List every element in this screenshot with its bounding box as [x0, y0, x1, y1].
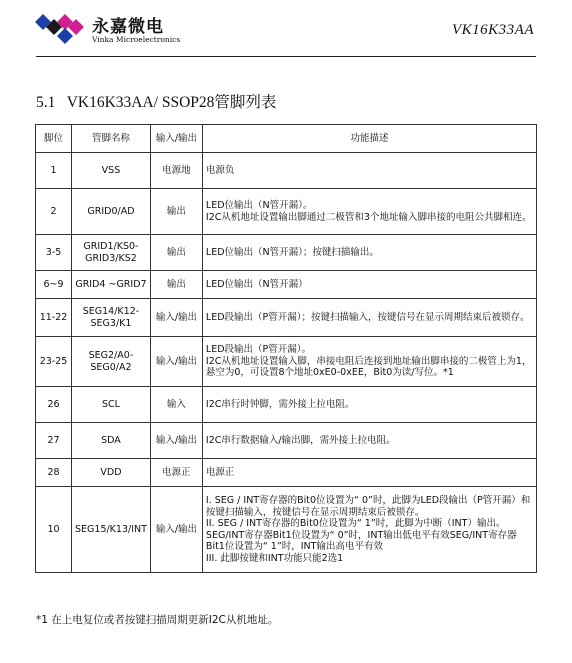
vinka-logo-icon — [35, 14, 89, 46]
io-cell: 输入/输出 — [150, 299, 202, 337]
pin-cell: 11-22 — [36, 299, 72, 337]
table-row — [36, 487, 537, 573]
table-row — [36, 387, 537, 423]
io-cell: 输出 — [150, 235, 202, 271]
footnote: *1 在上电复位或者按键扫描周期更新I2C从机地址。 — [36, 614, 279, 626]
desc-cell: LED位输出（N管开漏） — [202, 271, 536, 299]
desc-cell: LED位输出（N管开漏）。 I2C从机地址设置输出脚通过二极管和3个地址输入脚串接的电阻公共脚相连。 — [202, 189, 536, 235]
section-title: 5.1 VK16K33AA/ SSOP28管脚列表 — [36, 94, 277, 111]
table-header-row — [36, 125, 537, 153]
desc-cell: 电源正 — [202, 459, 536, 487]
io-cell: 输出 — [150, 189, 202, 235]
name-cell: VDD — [72, 459, 151, 487]
name-cell: SEG2/A0-SEG0/A2 — [72, 337, 151, 387]
pin-cell: 26 — [36, 387, 72, 423]
name-cell: GRID0/AD — [72, 189, 151, 235]
io-cell: 电源地 — [150, 153, 202, 189]
name-cell: SEG14/K12-SEG3/K1 — [72, 299, 151, 337]
table-row — [36, 423, 537, 459]
name-cell: SEG15/K13/INT — [72, 487, 151, 573]
desc-cell: LED段输出（P管开漏）。 I2C从机地址设置输入脚，串接电阻后连接到地址输出脚串接的二极管上为1，悬空为0，可设置8个地址0xE0-0xEE，Bit0为读/写位。*1 — [202, 337, 536, 387]
table-row — [36, 299, 537, 337]
name-cell: VSS — [72, 153, 151, 189]
desc-cell: LED位输出（N管开漏）；按键扫描输出。 — [202, 235, 536, 271]
model-number: VK16K33AA — [452, 22, 534, 38]
pin-cell: 2 — [36, 189, 72, 235]
desc-cell: I2C串行时钟脚，需外接上拉电阻。 — [202, 387, 536, 423]
io-cell: 输入/输出 — [150, 487, 202, 573]
pin-cell: 28 — [36, 459, 72, 487]
desc-cell: LED段输出（P管开漏）；按键扫描输入，按键信号在显示周期结束后被锁存。 — [202, 299, 536, 337]
header-io: 输入/输出 — [150, 125, 202, 153]
name-cell: SCL — [72, 387, 151, 423]
pin-cell: 10 — [36, 487, 72, 573]
table-row — [36, 271, 537, 299]
header-desc: 功能描述 — [202, 125, 536, 153]
io-cell: 输入/输出 — [150, 337, 202, 387]
table-row — [36, 235, 537, 271]
table-row — [36, 153, 537, 189]
pin-table — [35, 124, 537, 573]
header-name: 管脚名称 — [72, 125, 151, 153]
desc-cell: 电源负 — [202, 153, 536, 189]
io-cell: 输入 — [150, 387, 202, 423]
table-row — [36, 189, 537, 235]
name-cell: SDA — [72, 423, 151, 459]
io-cell: 输出 — [150, 271, 202, 299]
brand-name-cn: 永嘉微电 — [92, 17, 164, 37]
desc-cell: I. SEG / INT寄存器的Bit0位设置为“ 0”时，此脚为LED段输出（P管开漏）和按键扫描输入，按键信号在显示周期结束后被锁存。 II. SEG / INT寄存器的Bit0位设置为“ 1”时，此脚为中断（INT）输出。 SEG/INT寄存器Bit1位设置为“ 0”时，INT输出低电平有效SEG/INT寄存器Bit1位设置为“ 1”时，INT输出高电平有效 III. 此脚按键和INT功能只能2选1 — [202, 487, 536, 573]
pin-cell: 6~9 — [36, 271, 72, 299]
pin-cell: 3-5 — [36, 235, 72, 271]
pin-cell: 23-25 — [36, 337, 72, 387]
desc-cell: I2C串行数据输入/输出脚，需外接上拉电阻。 — [202, 423, 536, 459]
name-cell: GRID1/KS0-GRID3/KS2 — [72, 235, 151, 271]
pin-cell: 27 — [36, 423, 72, 459]
brand-name-en: Vinka Microelectronics — [92, 35, 181, 44]
page-header — [0, 0, 572, 62]
table-row — [36, 459, 537, 487]
header-divider — [36, 56, 536, 57]
io-cell: 电源正 — [150, 459, 202, 487]
name-cell: GRID4 ~GRID7 — [72, 271, 151, 299]
table-row — [36, 337, 537, 387]
io-cell: 输入/输出 — [150, 423, 202, 459]
pin-cell: 1 — [36, 153, 72, 189]
header-pin: 脚位 — [36, 125, 72, 153]
